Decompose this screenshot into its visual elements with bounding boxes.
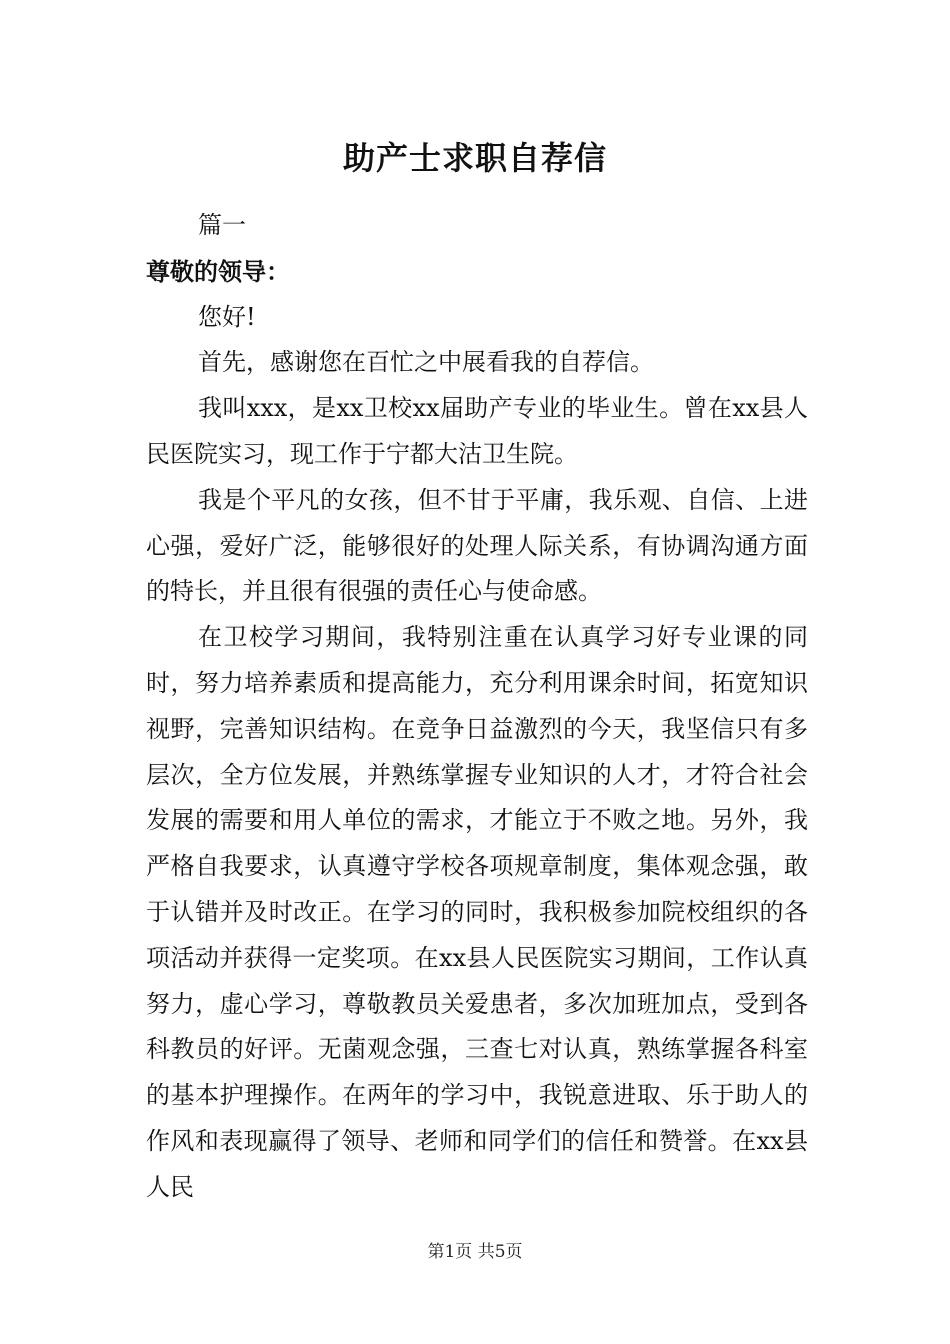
paragraph-4: 在卫校学习期间，我特别注重在认真学习好专业课的同时，努力培养素质和提高能力，充分利用课余时间，拓宽知识视野，完善知识结构。在竞争日益激烈的今天，我坚信只有多层次，全方位发展，并熟练掌握专业知识的人才，才符合社会发展的需要和用人单位的需求，才能立于不败之地。另外，我严格自我要求，认真遵守学校各项规章制度，集体观念强，敢于认错并及时改正。在学习的同时，我积极参加院校组织的各项活动并获得一定奖项。在xx县人民医院实习期间，工作认真努力，虚心学习，尊敬教员关爱患者，多次加班加点，受到各科教员的好评。无菌观念强，三查七对认真，熟练掌握各科室的基本护理操作。在两年的学习中，我锐意进取、乐于助人的作风和表现赢得了领导、老师和同学们的信任和赞誉。在xx县人民 <box>146 623 808 1201</box>
document-title: 助产士求职自荐信 <box>342 139 607 177</box>
greeting: 您好! <box>198 302 256 331</box>
page-footer: 第1页 共5页 <box>427 1242 523 1262</box>
paragraph-1: 首先，感谢您在百忙之中展看我的自荐信。 <box>198 348 654 377</box>
section-label: 篇一 <box>198 211 246 239</box>
paragraph-3: 我是个平凡的女孩，但不甘于平庸，我乐观、自信、上进心强，爱好广泛，能够很好的处理人际关系，有协调沟通方面的特长，并且很有很强的责任心与使命感。 <box>146 485 808 606</box>
paragraph-2: 我叫xxx，是xx卫校xx届助产专业的毕业生。曾在xx县人民医院实习，现工作于宁都大沽卫生院。 <box>146 394 808 468</box>
document-body <box>146 203 808 1211</box>
salutation: 尊敬的领导： <box>146 256 290 286</box>
